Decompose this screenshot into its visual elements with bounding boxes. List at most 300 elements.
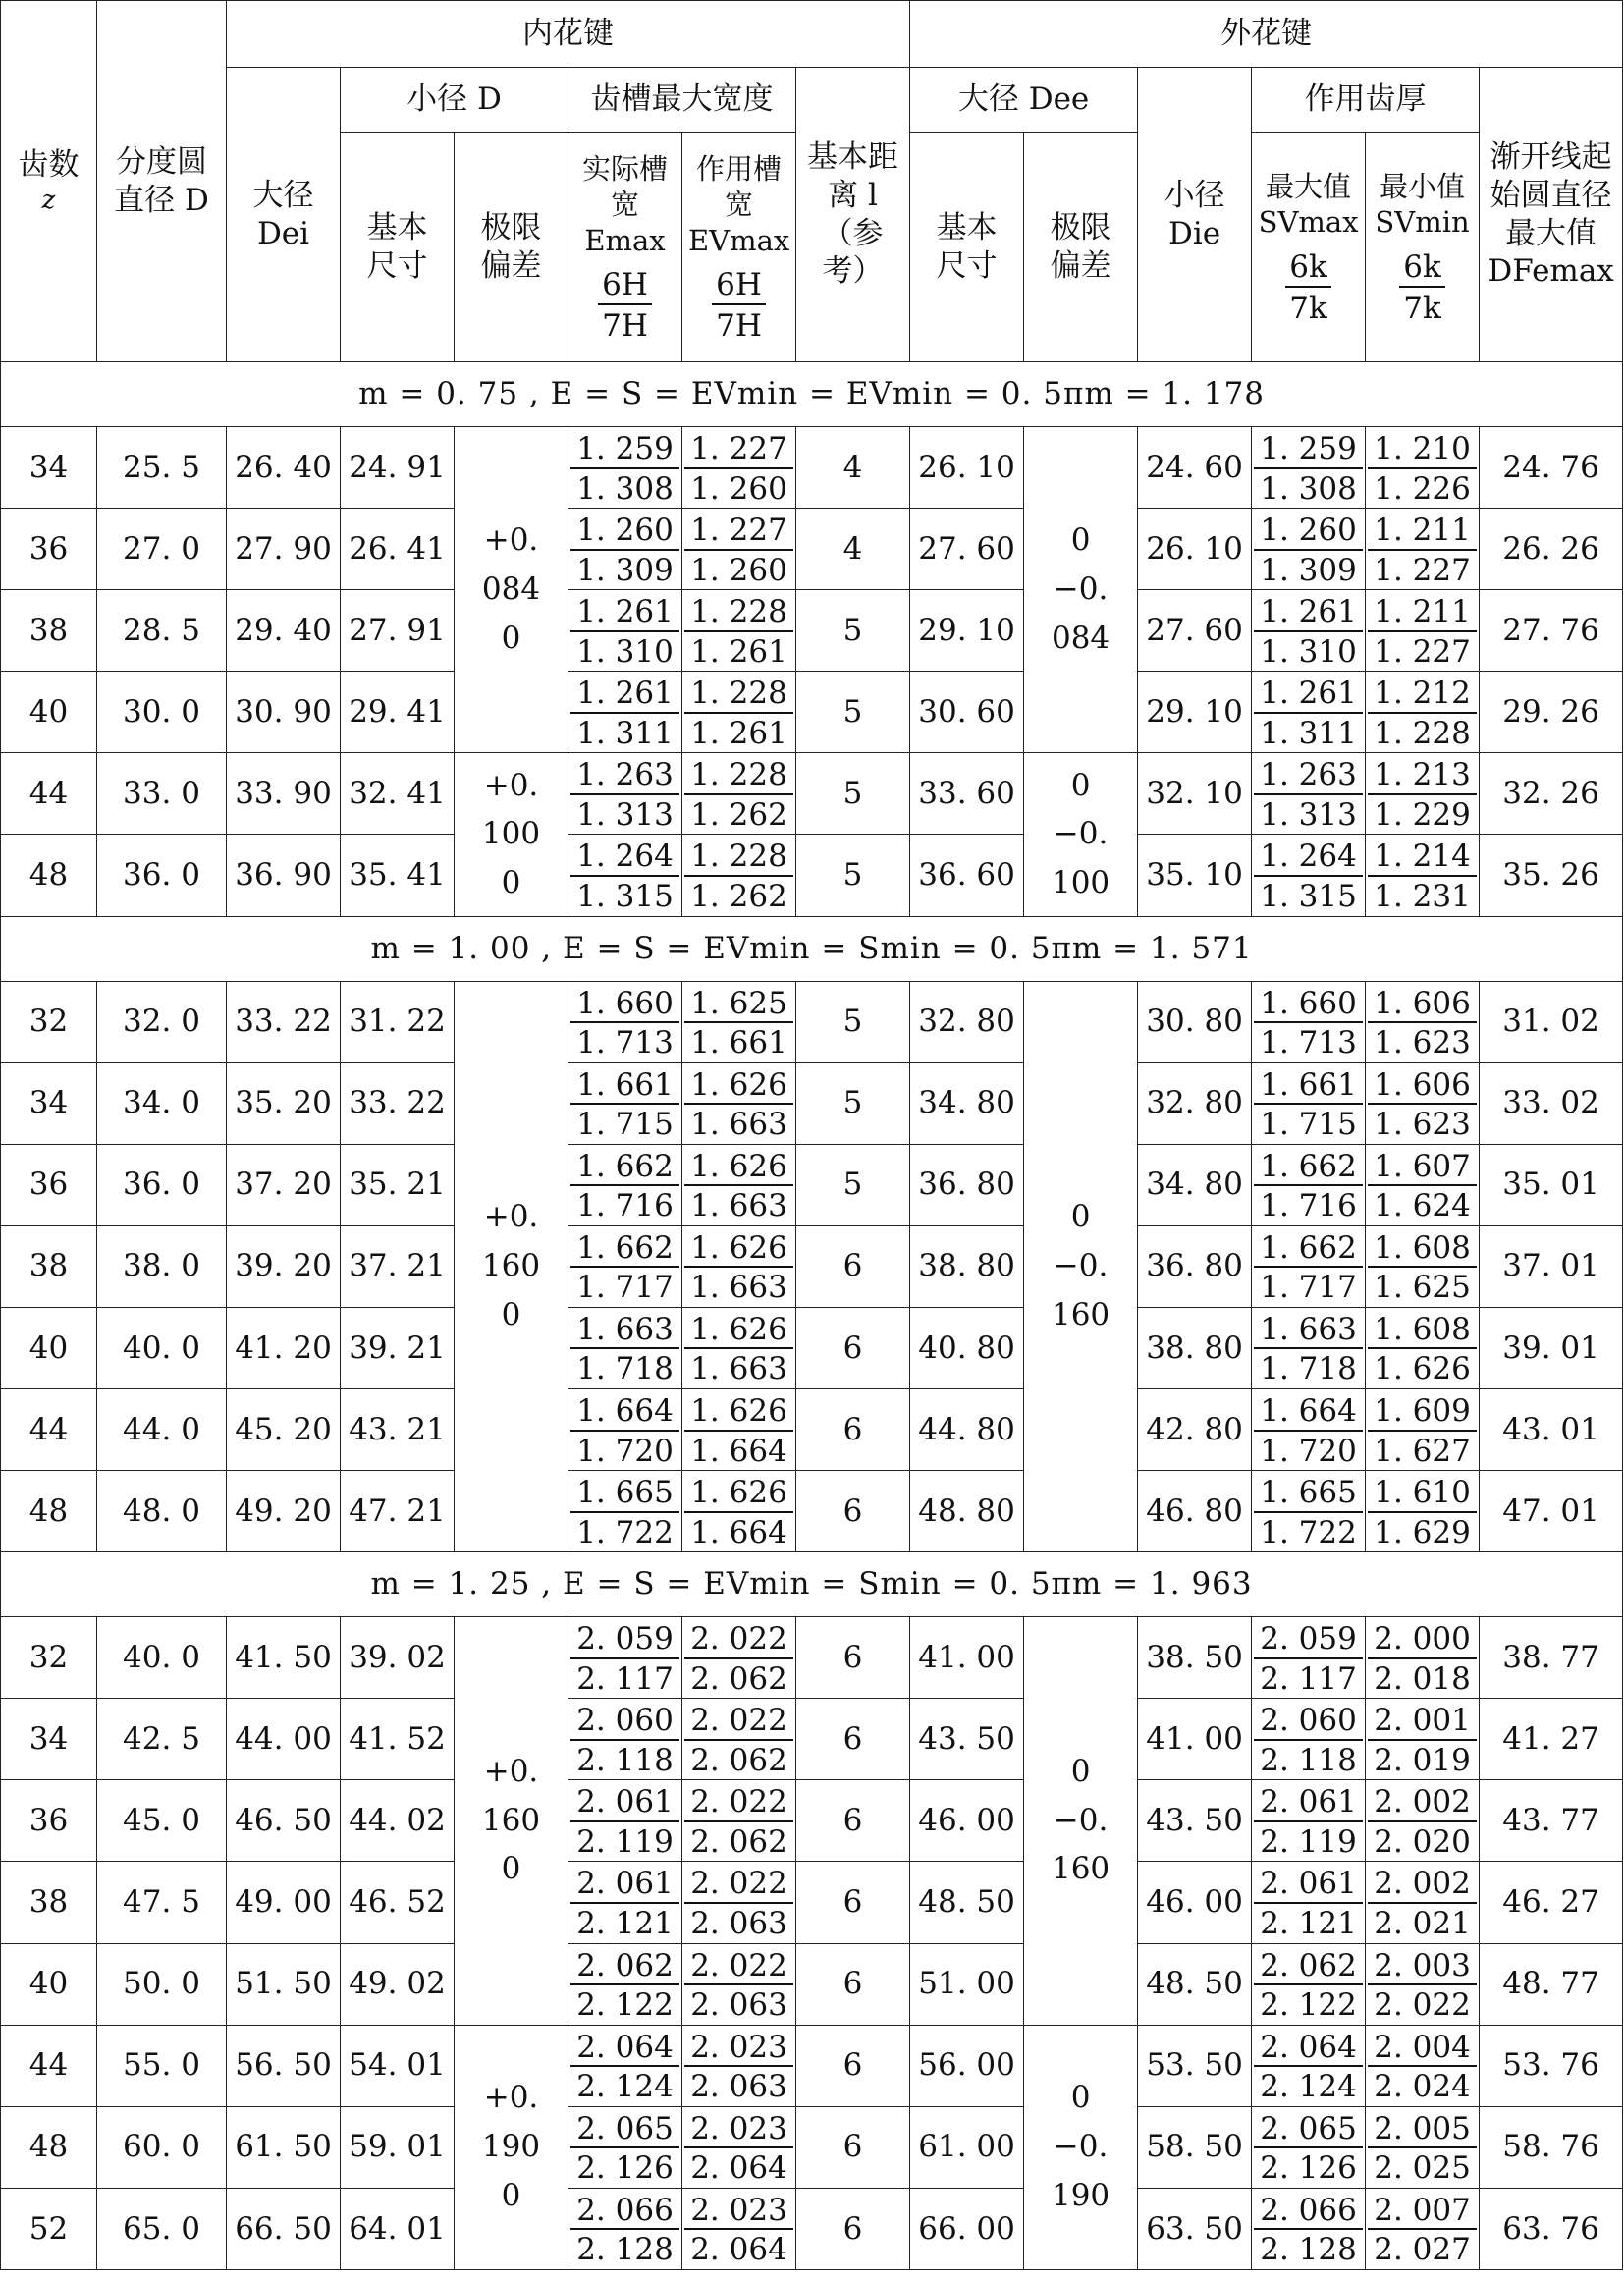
cell-outer-minor: 29. 10 xyxy=(1138,672,1252,753)
section-header: m = 1. 00 , E = S = EVmin = Smin = 0. 5πm = 1. 571 xyxy=(1,916,1623,981)
cell-thickness-max: $\frac{1. 260}{1. 309}$ xyxy=(1252,509,1366,590)
header-involute-start-diameter: 渐开线起始圆直径最大值 DFemax xyxy=(1480,68,1623,362)
cell-outer-minor: 27. 60 xyxy=(1138,590,1252,672)
cell-pitch-diameter: 34. 0 xyxy=(97,1062,227,1144)
cell-base-distance: 6 xyxy=(796,1943,910,2025)
cell-actual-slot-width: $\frac{2. 059}{2. 117}$ xyxy=(568,1617,682,1699)
cell-base-distance: 5 xyxy=(796,753,910,835)
section-header: m = 1. 25 , E = S = EVmin = Smin = 0. 5πm = 1. 963 xyxy=(1,1552,1623,1617)
cell-pitch-diameter: 40. 0 xyxy=(97,1307,227,1388)
cell-teeth: 32 xyxy=(1,981,97,1062)
cell-outer-major-basic: 41. 00 xyxy=(910,1617,1024,1699)
cell-base-distance: 6 xyxy=(796,1307,910,1388)
cell-base-distance: 6 xyxy=(796,1699,910,1780)
cell-inner-minor-basic: 39. 02 xyxy=(341,1617,455,1699)
cell-involute-start-diameter: 29. 26 xyxy=(1480,672,1623,753)
table-row xyxy=(1,1699,1623,1780)
cell-thickness-max: $\frac{2. 061}{2. 121}$ xyxy=(1252,1862,1366,1943)
cell-thickness-max: $\frac{1. 264}{1. 315}$ xyxy=(1252,835,1366,916)
cell-effective-slot-width: $\frac{1. 227}{1. 260}$ xyxy=(682,427,796,509)
cell-involute-start-diameter: 35. 01 xyxy=(1480,1144,1623,1225)
cell-effective-slot-width: $\frac{2. 023}{2. 063}$ xyxy=(682,2025,796,2106)
cell-actual-slot-width: $\frac{2. 061}{2. 121}$ xyxy=(568,1862,682,1943)
cell-outer-major-basic: 30. 60 xyxy=(910,672,1024,753)
cell-teeth: 44 xyxy=(1,753,97,835)
cell-teeth: 38 xyxy=(1,1225,97,1307)
cell-involute-start-diameter: 32. 26 xyxy=(1480,753,1623,835)
header-outer-minor: 小径 Die xyxy=(1138,68,1252,362)
cell-inner-minor-basic: 27. 91 xyxy=(341,590,455,672)
header-inner-minor: 小径 D xyxy=(341,68,568,133)
cell-outer-minor: 26. 10 xyxy=(1138,509,1252,590)
cell-involute-start-diameter: 47. 01 xyxy=(1480,1471,1623,1552)
cell-thickness-max: $\frac{1. 662}{1. 717}$ xyxy=(1252,1225,1366,1307)
cell-outer-minor: 30. 80 xyxy=(1138,981,1252,1062)
header-outer-spline: 外花键 xyxy=(910,1,1623,68)
cell-effective-slot-width: $\frac{1. 228}{1. 261}$ xyxy=(682,672,796,753)
cell-actual-slot-width: $\frac{1. 664}{1. 720}$ xyxy=(568,1388,682,1470)
header-thickness-min: 最小值 SVmin $\frac{6k}{7k}$ xyxy=(1366,133,1480,362)
table-row xyxy=(1,1780,1623,1862)
cell-inner-major: 26. 40 xyxy=(227,427,341,509)
cell-outer-minor: 38. 80 xyxy=(1138,1307,1252,1388)
header-inner-minor-deviation: 极限偏差 xyxy=(455,133,568,362)
cell-inner-major: 35. 20 xyxy=(227,1062,341,1144)
cell-thickness-max: $\frac{2. 062}{2. 122}$ xyxy=(1252,1943,1366,2025)
cell-inner-minor-deviation: +0. 160 0 xyxy=(455,1617,568,2025)
header-outer-major-basic: 基本尺寸 xyxy=(910,133,1024,362)
cell-effective-slot-width: $\frac{1. 626}{1. 663}$ xyxy=(682,1144,796,1225)
cell-outer-major-basic: 38. 80 xyxy=(910,1225,1024,1307)
cell-outer-major-basic: 61. 00 xyxy=(910,2106,1024,2188)
table-row xyxy=(1,2188,1623,2269)
cell-pitch-diameter: 55. 0 xyxy=(97,2025,227,2106)
cell-pitch-diameter: 48. 0 xyxy=(97,1471,227,1552)
cell-inner-minor-basic: 54. 01 xyxy=(341,2025,455,2106)
cell-thickness-max: $\frac{1. 263}{1. 313}$ xyxy=(1252,753,1366,835)
cell-outer-major-basic: 51. 00 xyxy=(910,1943,1024,2025)
cell-thickness-min: $\frac{1. 214}{1. 231}$ xyxy=(1366,835,1480,916)
cell-inner-minor-basic: 49. 02 xyxy=(341,1943,455,2025)
cell-thickness-min: $\frac{1. 607}{1. 624}$ xyxy=(1366,1144,1480,1225)
table-row xyxy=(1,427,1623,509)
cell-actual-slot-width: $\frac{1. 661}{1. 715}$ xyxy=(568,1062,682,1144)
cell-thickness-min: $\frac{1. 606}{1. 623}$ xyxy=(1366,981,1480,1062)
cell-thickness-min: $\frac{1. 211}{1. 227}$ xyxy=(1366,590,1480,672)
table-row xyxy=(1,1225,1623,1307)
cell-inner-major: 46. 50 xyxy=(227,1780,341,1862)
cell-teeth: 34 xyxy=(1,1062,97,1144)
cell-inner-minor-basic: 59. 01 xyxy=(341,2106,455,2188)
cell-pitch-diameter: 44. 0 xyxy=(97,1388,227,1470)
cell-outer-major-basic: 27. 60 xyxy=(910,509,1024,590)
cell-actual-slot-width: $\frac{2. 064}{2. 124}$ xyxy=(568,2025,682,2106)
cell-thickness-min: $\frac{1. 608}{1. 625}$ xyxy=(1366,1225,1480,1307)
cell-inner-major: 66. 50 xyxy=(227,2188,341,2269)
cell-effective-slot-width: $\frac{2. 022}{2. 063}$ xyxy=(682,1862,796,1943)
cell-pitch-diameter: 30. 0 xyxy=(97,672,227,753)
cell-thickness-min: $\frac{1. 610}{1. 629}$ xyxy=(1366,1471,1480,1552)
cell-thickness-min: $\frac{2. 007}{2. 027}$ xyxy=(1366,2188,1480,2269)
cell-thickness-min: $\frac{1. 606}{1. 623}$ xyxy=(1366,1062,1480,1144)
cell-pitch-diameter: 28. 5 xyxy=(97,590,227,672)
cell-inner-major: 33. 90 xyxy=(227,753,341,835)
cell-outer-major-basic: 46. 00 xyxy=(910,1780,1024,1862)
cell-thickness-min: $\frac{2. 000}{2. 018}$ xyxy=(1366,1617,1480,1699)
cell-thickness-max: $\frac{2. 065}{2. 126}$ xyxy=(1252,2106,1366,2188)
cell-outer-minor: 32. 80 xyxy=(1138,1062,1252,1144)
cell-thickness-max: $\frac{1. 662}{1. 716}$ xyxy=(1252,1144,1366,1225)
cell-actual-slot-width: $\frac{2. 061}{2. 119}$ xyxy=(568,1780,682,1862)
cell-effective-slot-width: $\frac{2. 023}{2. 064}$ xyxy=(682,2106,796,2188)
cell-pitch-diameter: 32. 0 xyxy=(97,981,227,1062)
cell-effective-slot-width: $\frac{1. 228}{1. 262}$ xyxy=(682,835,796,916)
cell-inner-minor-deviation: +0. 084 0 xyxy=(455,427,568,753)
cell-outer-minor: 36. 80 xyxy=(1138,1225,1252,1307)
header-actual-slot-width: 实际槽宽 Emax $\frac{6H}{7H}$ xyxy=(568,133,682,362)
header-base-distance: 基本距离 l（参考） xyxy=(796,68,910,362)
cell-involute-start-diameter: 38. 77 xyxy=(1480,1617,1623,1699)
cell-teeth: 38 xyxy=(1,590,97,672)
table-row xyxy=(1,1471,1623,1552)
cell-effective-slot-width: $\frac{1. 626}{1. 664}$ xyxy=(682,1471,796,1552)
cell-base-distance: 6 xyxy=(796,1388,910,1470)
cell-effective-slot-width: $\frac{1. 625}{1. 661}$ xyxy=(682,981,796,1062)
table-row xyxy=(1,1943,1623,2025)
header-thickness-max: 最大值 SVmax $\frac{6k}{7k}$ xyxy=(1252,133,1366,362)
cell-actual-slot-width: $\frac{1. 259}{1. 308}$ xyxy=(568,427,682,509)
cell-inner-major: 45. 20 xyxy=(227,1388,341,1470)
cell-outer-minor: 43. 50 xyxy=(1138,1780,1252,1862)
cell-inner-minor-deviation: +0. 160 0 xyxy=(455,981,568,1552)
cell-outer-major-basic: 48. 50 xyxy=(910,1862,1024,1943)
cell-thickness-min: $\frac{1. 608}{1. 626}$ xyxy=(1366,1307,1480,1388)
cell-base-distance: 6 xyxy=(796,2188,910,2269)
cell-thickness-max: $\frac{2. 064}{2. 124}$ xyxy=(1252,2025,1366,2106)
table-row xyxy=(1,1388,1623,1470)
cell-pitch-diameter: 47. 5 xyxy=(97,1862,227,1943)
cell-actual-slot-width: $\frac{1. 264}{1. 315}$ xyxy=(568,835,682,916)
cell-outer-major-deviation: 0 −0. 084 xyxy=(1024,427,1138,753)
cell-involute-start-diameter: 37. 01 xyxy=(1480,1225,1623,1307)
cell-inner-major: 44. 00 xyxy=(227,1699,341,1780)
cell-base-distance: 5 xyxy=(796,981,910,1062)
cell-outer-major-basic: 48. 80 xyxy=(910,1471,1024,1552)
cell-base-distance: 6 xyxy=(796,1617,910,1699)
cell-inner-major: 33. 22 xyxy=(227,981,341,1062)
cell-thickness-max: $\frac{1. 259}{1. 308}$ xyxy=(1252,427,1366,509)
header-inner-spline: 内花键 xyxy=(227,1,910,68)
cell-inner-minor-basic: 43. 21 xyxy=(341,1388,455,1470)
cell-teeth: 38 xyxy=(1,1862,97,1943)
cell-thickness-max: $\frac{2. 066}{2. 128}$ xyxy=(1252,2188,1366,2269)
cell-base-distance: 5 xyxy=(796,835,910,916)
cell-teeth: 40 xyxy=(1,1307,97,1388)
cell-outer-minor: 38. 50 xyxy=(1138,1617,1252,1699)
cell-outer-major-deviation: 0 −0. 190 xyxy=(1024,2025,1138,2269)
cell-actual-slot-width: $\frac{1. 261}{1. 310}$ xyxy=(568,590,682,672)
cell-thickness-min: $\frac{2. 001}{2. 019}$ xyxy=(1366,1699,1480,1780)
cell-pitch-diameter: 40. 0 xyxy=(97,1617,227,1699)
cell-thickness-min: $\frac{1. 212}{1. 228}$ xyxy=(1366,672,1480,753)
cell-thickness-min: $\frac{2. 003}{2. 022}$ xyxy=(1366,1943,1480,2025)
cell-inner-major: 29. 40 xyxy=(227,590,341,672)
cell-outer-major-basic: 56. 00 xyxy=(910,2025,1024,2106)
cell-actual-slot-width: $\frac{1. 660}{1. 713}$ xyxy=(568,981,682,1062)
cell-involute-start-diameter: 35. 26 xyxy=(1480,835,1623,916)
cell-outer-minor: 48. 50 xyxy=(1138,1943,1252,2025)
cell-inner-major: 27. 90 xyxy=(227,509,341,590)
cell-inner-minor-basic: 37. 21 xyxy=(341,1225,455,1307)
header-outer-major: 大径 Dee xyxy=(910,68,1138,133)
cell-involute-start-diameter: 43. 77 xyxy=(1480,1780,1623,1862)
cell-pitch-diameter: 45. 0 xyxy=(97,1780,227,1862)
cell-inner-minor-basic: 26. 41 xyxy=(341,509,455,590)
cell-pitch-diameter: 42. 5 xyxy=(97,1699,227,1780)
cell-outer-minor: 32. 10 xyxy=(1138,753,1252,835)
cell-thickness-max: $\frac{1. 663}{1. 718}$ xyxy=(1252,1307,1366,1388)
cell-outer-major-basic: 44. 80 xyxy=(910,1388,1024,1470)
header-pitch-diameter: 分度圆直径 D xyxy=(97,1,227,362)
cell-base-distance: 5 xyxy=(796,590,910,672)
cell-effective-slot-width: $\frac{1. 227}{1. 260}$ xyxy=(682,509,796,590)
table-row xyxy=(1,1617,1623,1699)
cell-teeth: 40 xyxy=(1,1943,97,2025)
header-inner-major: 大径 Dei xyxy=(227,68,341,362)
cell-teeth: 44 xyxy=(1,1388,97,1470)
cell-effective-slot-width: $\frac{1. 626}{1. 663}$ xyxy=(682,1307,796,1388)
cell-inner-minor-basic: 31. 22 xyxy=(341,981,455,1062)
cell-base-distance: 5 xyxy=(796,1062,910,1144)
cell-inner-major: 56. 50 xyxy=(227,2025,341,2106)
cell-inner-minor-basic: 32. 41 xyxy=(341,753,455,835)
cell-inner-minor-basic: 35. 21 xyxy=(341,1144,455,1225)
cell-effective-slot-width: $\frac{1. 228}{1. 262}$ xyxy=(682,753,796,835)
cell-outer-major-basic: 43. 50 xyxy=(910,1699,1024,1780)
cell-inner-major: 30. 90 xyxy=(227,672,341,753)
header-inner-minor-basic: 基本尺寸 xyxy=(341,133,455,362)
cell-involute-start-diameter: 43. 01 xyxy=(1480,1388,1623,1470)
cell-base-distance: 6 xyxy=(796,2025,910,2106)
cell-inner-minor-basic: 33. 22 xyxy=(341,1062,455,1144)
table-row xyxy=(1,1144,1623,1225)
cell-outer-minor: 41. 00 xyxy=(1138,1699,1252,1780)
cell-outer-minor: 24. 60 xyxy=(1138,427,1252,509)
cell-outer-minor: 46. 00 xyxy=(1138,1862,1252,1943)
cell-outer-major-basic: 40. 80 xyxy=(910,1307,1024,1388)
table-row xyxy=(1,2106,1623,2188)
cell-inner-minor-basic: 41. 52 xyxy=(341,1699,455,1780)
cell-thickness-max: $\frac{2. 061}{2. 119}$ xyxy=(1252,1780,1366,1862)
cell-teeth: 34 xyxy=(1,427,97,509)
cell-base-distance: 6 xyxy=(796,1471,910,1552)
cell-inner-minor-basic: 24. 91 xyxy=(341,427,455,509)
cell-outer-major-basic: 36. 60 xyxy=(910,835,1024,916)
cell-actual-slot-width: $\frac{1. 663}{1. 718}$ xyxy=(568,1307,682,1388)
cell-inner-minor-deviation: +0. 100 0 xyxy=(455,753,568,916)
cell-outer-minor: 42. 80 xyxy=(1138,1388,1252,1470)
cell-pitch-diameter: 60. 0 xyxy=(97,2106,227,2188)
cell-thickness-max: $\frac{1. 660}{1. 713}$ xyxy=(1252,981,1366,1062)
table-row xyxy=(1,753,1623,835)
cell-teeth: 48 xyxy=(1,1471,97,1552)
table-row xyxy=(1,590,1623,672)
cell-actual-slot-width: $\frac{1. 662}{1. 717}$ xyxy=(568,1225,682,1307)
table-body xyxy=(1,362,1623,2270)
cell-outer-minor: 35. 10 xyxy=(1138,835,1252,916)
cell-effective-slot-width: $\frac{1. 626}{1. 663}$ xyxy=(682,1062,796,1144)
cell-inner-major: 61. 50 xyxy=(227,2106,341,2188)
cell-base-distance: 6 xyxy=(796,2106,910,2188)
cell-outer-major-basic: 36. 80 xyxy=(910,1144,1024,1225)
cell-thickness-min: $\frac{2. 002}{2. 020}$ xyxy=(1366,1780,1480,1862)
cell-pitch-diameter: 36. 0 xyxy=(97,835,227,916)
cell-inner-minor-deviation: +0. 190 0 xyxy=(455,2025,568,2269)
cell-involute-start-diameter: 63. 76 xyxy=(1480,2188,1623,2269)
cell-actual-slot-width: $\frac{2. 065}{2. 126}$ xyxy=(568,2106,682,2188)
header-effective-thickness: 作用齿厚 xyxy=(1252,68,1480,133)
cell-outer-major-deviation: 0 −0. 160 xyxy=(1024,981,1138,1552)
cell-thickness-max: $\frac{1. 664}{1. 720}$ xyxy=(1252,1388,1366,1470)
table-row xyxy=(1,672,1623,753)
cell-involute-start-diameter: 31. 02 xyxy=(1480,981,1623,1062)
section-header: m = 0. 75 , E = S = EVmin = EVmin = 0. 5πm = 1. 178 xyxy=(1,362,1623,427)
cell-base-distance: 5 xyxy=(796,672,910,753)
table-row xyxy=(1,835,1623,916)
cell-thickness-min: $\frac{1. 211}{1. 227}$ xyxy=(1366,509,1480,590)
cell-outer-major-basic: 34. 80 xyxy=(910,1062,1024,1144)
cell-inner-minor-basic: 35. 41 xyxy=(341,835,455,916)
cell-inner-minor-basic: 29. 41 xyxy=(341,672,455,753)
cell-involute-start-diameter: 41. 27 xyxy=(1480,1699,1623,1780)
cell-pitch-diameter: 65. 0 xyxy=(97,2188,227,2269)
cell-actual-slot-width: $\frac{1. 261}{1. 311}$ xyxy=(568,672,682,753)
cell-base-distance: 6 xyxy=(796,1225,910,1307)
header-outer-major-deviation: 极限偏差 xyxy=(1024,133,1138,362)
cell-thickness-min: $\frac{2. 004}{2. 024}$ xyxy=(1366,2025,1480,2106)
cell-actual-slot-width: $\frac{2. 062}{2. 122}$ xyxy=(568,1943,682,2025)
cell-inner-major: 41. 50 xyxy=(227,1617,341,1699)
table-row xyxy=(1,1307,1623,1388)
cell-inner-major: 49. 20 xyxy=(227,1471,341,1552)
cell-thickness-max: $\frac{1. 661}{1. 715}$ xyxy=(1252,1062,1366,1144)
table-row xyxy=(1,1062,1623,1144)
table-row xyxy=(1,1862,1623,1943)
cell-involute-start-diameter: 48. 77 xyxy=(1480,1943,1623,2025)
cell-outer-minor: 34. 80 xyxy=(1138,1144,1252,1225)
cell-pitch-diameter: 27. 0 xyxy=(97,509,227,590)
cell-actual-slot-width: $\frac{2. 066}{2. 128}$ xyxy=(568,2188,682,2269)
cell-teeth: 36 xyxy=(1,1144,97,1225)
cell-thickness-max: $\frac{2. 060}{2. 118}$ xyxy=(1252,1699,1366,1780)
cell-involute-start-diameter: 53. 76 xyxy=(1480,2025,1623,2106)
cell-teeth: 36 xyxy=(1,509,97,590)
cell-teeth: 48 xyxy=(1,835,97,916)
cell-outer-major-basic: 33. 60 xyxy=(910,753,1024,835)
cell-inner-major: 49. 00 xyxy=(227,1862,341,1943)
cell-inner-minor-basic: 46. 52 xyxy=(341,1862,455,1943)
cell-actual-slot-width: $\frac{1. 260}{1. 309}$ xyxy=(568,509,682,590)
cell-involute-start-diameter: 26. 26 xyxy=(1480,509,1623,590)
cell-outer-minor: 53. 50 xyxy=(1138,2025,1252,2106)
cell-outer-major-basic: 66. 00 xyxy=(910,2188,1024,2269)
cell-pitch-diameter: 50. 0 xyxy=(97,1943,227,2025)
cell-teeth: 32 xyxy=(1,1617,97,1699)
cell-teeth: 40 xyxy=(1,672,97,753)
cell-teeth: 44 xyxy=(1,2025,97,2106)
cell-outer-minor: 46. 80 xyxy=(1138,1471,1252,1552)
header-teeth: 齿数 z xyxy=(1,1,97,362)
cell-involute-start-diameter: 39. 01 xyxy=(1480,1307,1623,1388)
cell-base-distance: 5 xyxy=(796,1144,910,1225)
cell-inner-major: 41. 20 xyxy=(227,1307,341,1388)
cell-pitch-diameter: 36. 0 xyxy=(97,1144,227,1225)
cell-involute-start-diameter: 58. 76 xyxy=(1480,2106,1623,2188)
cell-outer-major-basic: 32. 80 xyxy=(910,981,1024,1062)
header-effective-slot-width: 作用槽宽 EVmax $\frac{6H}{7H}$ xyxy=(682,133,796,362)
cell-teeth: 36 xyxy=(1,1780,97,1862)
cell-effective-slot-width: $\frac{2. 023}{2. 064}$ xyxy=(682,2188,796,2269)
cell-inner-minor-basic: 47. 21 xyxy=(341,1471,455,1552)
cell-outer-major-deviation: 0 −0. 160 xyxy=(1024,1617,1138,2025)
cell-thickness-max: $\frac{1. 261}{1. 311}$ xyxy=(1252,672,1366,753)
cell-teeth: 34 xyxy=(1,1699,97,1780)
cell-thickness-max: $\frac{2. 059}{2. 117}$ xyxy=(1252,1617,1366,1699)
cell-outer-minor: 63. 50 xyxy=(1138,2188,1252,2269)
cell-thickness-max: $\frac{1. 261}{1. 310}$ xyxy=(1252,590,1366,672)
cell-pitch-diameter: 38. 0 xyxy=(97,1225,227,1307)
cell-thickness-max: $\frac{1. 665}{1. 722}$ xyxy=(1252,1471,1366,1552)
cell-inner-minor-basic: 39. 21 xyxy=(341,1307,455,1388)
cell-outer-major-basic: 26. 10 xyxy=(910,427,1024,509)
cell-actual-slot-width: $\frac{2. 060}{2. 118}$ xyxy=(568,1699,682,1780)
table-row xyxy=(1,981,1623,1062)
cell-base-distance: 6 xyxy=(796,1780,910,1862)
cell-outer-major-basic: 29. 10 xyxy=(910,590,1024,672)
cell-teeth: 52 xyxy=(1,2188,97,2269)
cell-outer-minor: 58. 50 xyxy=(1138,2106,1252,2188)
cell-inner-minor-basic: 64. 01 xyxy=(341,2188,455,2269)
cell-teeth: 48 xyxy=(1,2106,97,2188)
cell-involute-start-diameter: 24. 76 xyxy=(1480,427,1623,509)
cell-base-distance: 4 xyxy=(796,509,910,590)
cell-thickness-min: $\frac{1. 609}{1. 627}$ xyxy=(1366,1388,1480,1470)
cell-effective-slot-width: $\frac{2. 022}{2. 062}$ xyxy=(682,1699,796,1780)
table-row xyxy=(1,2025,1623,2106)
header-slot-max-width: 齿槽最大宽度 xyxy=(568,68,796,133)
cell-thickness-min: $\frac{2. 002}{2. 021}$ xyxy=(1366,1862,1480,1943)
cell-inner-major: 51. 50 xyxy=(227,1943,341,2025)
cell-thickness-min: $\frac{1. 213}{1. 229}$ xyxy=(1366,753,1480,835)
cell-effective-slot-width: $\frac{2. 022}{2. 062}$ xyxy=(682,1617,796,1699)
cell-effective-slot-width: $\frac{1. 626}{1. 664}$ xyxy=(682,1388,796,1470)
cell-pitch-diameter: 33. 0 xyxy=(97,753,227,835)
cell-pitch-diameter: 25. 5 xyxy=(97,427,227,509)
cell-inner-major: 37. 20 xyxy=(227,1144,341,1225)
cell-actual-slot-width: $\frac{1. 662}{1. 716}$ xyxy=(568,1144,682,1225)
table-row xyxy=(1,509,1623,590)
cell-effective-slot-width: $\frac{1. 626}{1. 663}$ xyxy=(682,1225,796,1307)
cell-effective-slot-width: $\frac{1. 228}{1. 261}$ xyxy=(682,590,796,672)
cell-effective-slot-width: $\frac{2. 022}{2. 062}$ xyxy=(682,1780,796,1862)
cell-inner-minor-basic: 44. 02 xyxy=(341,1780,455,1862)
cell-inner-major: 39. 20 xyxy=(227,1225,341,1307)
cell-involute-start-diameter: 46. 27 xyxy=(1480,1862,1623,1943)
cell-actual-slot-width: $\frac{1. 665}{1. 722}$ xyxy=(568,1471,682,1552)
cell-base-distance: 6 xyxy=(796,1862,910,1943)
cell-thickness-min: $\frac{2. 005}{2. 025}$ xyxy=(1366,2106,1480,2188)
cell-outer-major-deviation: 0 −0. 100 xyxy=(1024,753,1138,916)
